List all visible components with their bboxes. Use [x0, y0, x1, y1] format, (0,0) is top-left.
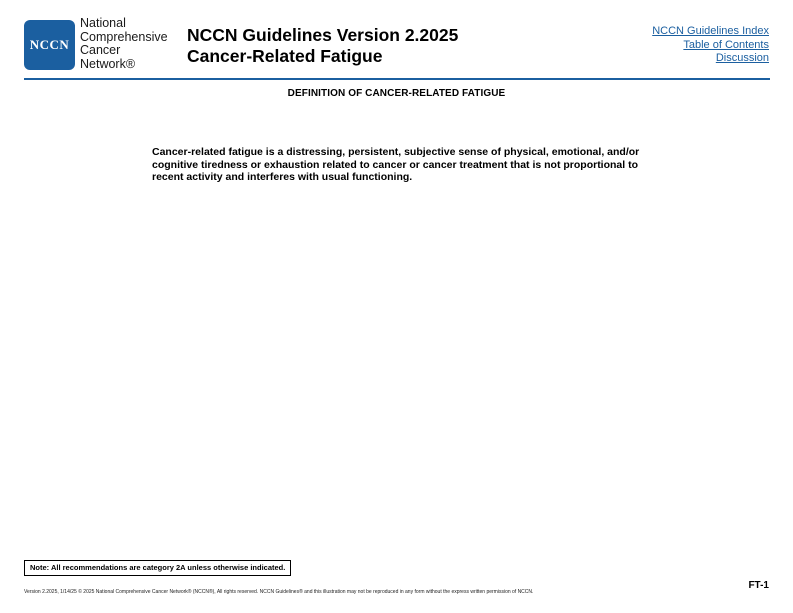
copyright-notice: Version 2.2025, 1/14/25 © 2025 National Comprehensive Cancer Network® (NCCN®), All rights reserved. NCCN Guidelines® and this illustration may not be reproduced in any form without the express written permission of NCCN.	[24, 589, 534, 595]
nccn-logo	[24, 20, 75, 70]
header-nav-links	[652, 25, 769, 66]
org-name-line: Comprehensive	[80, 29, 168, 44]
org-name-line: Cancer	[80, 43, 121, 57]
document-title	[187, 25, 458, 67]
section-heading: DEFINITION OF CANCER-RELATED FATIGUE	[287, 88, 506, 99]
org-name-line: National	[80, 16, 126, 30]
fatigue-definition-text: Cancer-related fatigue is a distressing, persistent, subjective sense of physical, emotional, and/or cognitive tiredness or exhaustion related to cancer or cancer treatment that is not proportional to recent activity and interferes with usual functioning.	[152, 146, 640, 183]
discussion-link[interactable]: Discussion	[715, 52, 769, 64]
table-of-contents-link[interactable]: Table of Contents	[683, 38, 769, 51]
guidelines-version-title: NCCN Guidelines Version 2.2025	[187, 25, 459, 45]
organization-name	[80, 17, 168, 71]
guideline-topic-title: Cancer-Related Fatigue	[187, 46, 383, 66]
nccn-logo-text: NCCN	[29, 37, 70, 52]
org-name-line: Network®	[80, 56, 136, 71]
header-divider	[24, 78, 770, 80]
guidelines-index-link[interactable]: NCCN Guidelines Index	[652, 25, 769, 37]
page-identifier: FT-1	[748, 580, 769, 591]
recommendation-category-note: Note: All recommendations are category 2A unless otherwise indicated.	[24, 560, 291, 576]
